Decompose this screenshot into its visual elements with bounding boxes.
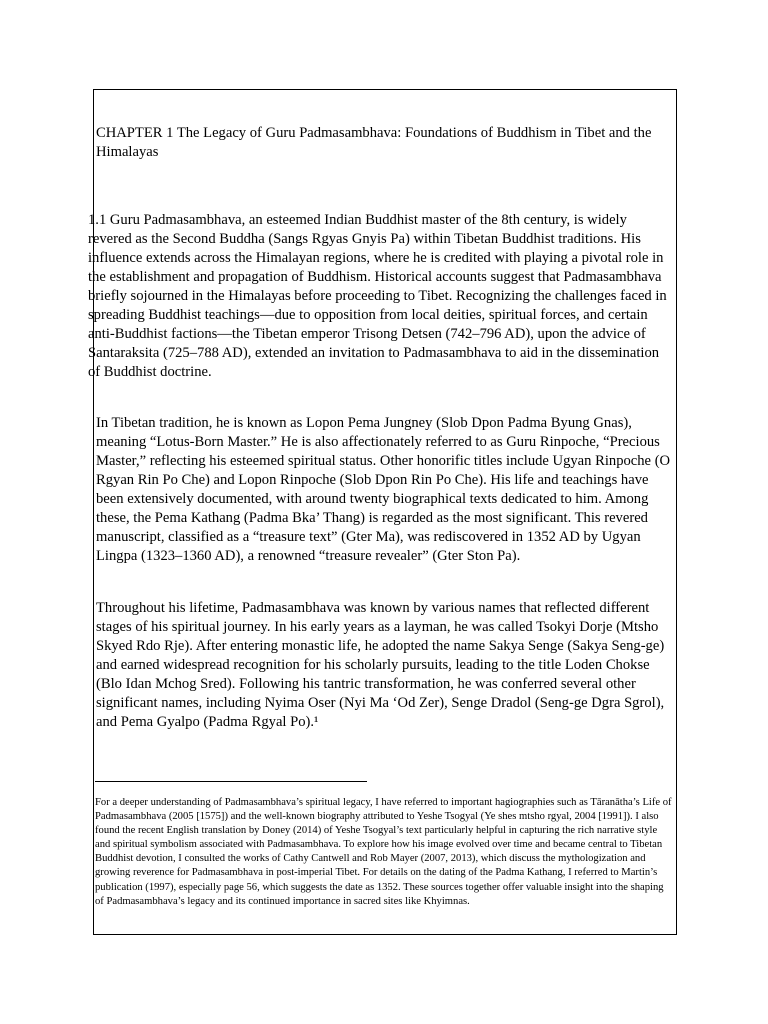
footnote-separator xyxy=(95,781,367,782)
chapter-title: CHAPTER 1 The Legacy of Guru Padmasambhava: Foundations of Buddhism in Tibet and the Himalayas xyxy=(96,125,652,160)
body-paragraph-2: In Tibetan tradition, he is known as Lopon Pema Jungney (Slob Dpon Padma Byung Gnas), meaning “Lotus-Born Master.” He is also affectionately referred to as Guru Rinpoche, “Precious Master,” reflecting his esteemed spiritual status. Other honorific titles include Ugyan Rinpoche (O Rgyan Rin Po Che) and Lopon Rinpoche (Slob Dpon Rin Po Che). His life and teachings have been extensively documented, with around twenty biographical texts dedicated to him. Among these, the Pema Kathang (Padma Bka’ Thang) is regarded as the most significant. This revered manuscript, classified as a “treasure text” (Gter Ma), was rediscovered in 1352 AD by Ugyan Lingpa (1323–1360 AD), a renowned “treasure revealer” (Gter Ston Pa). xyxy=(96,415,671,564)
body-paragraph-3: Throughout his lifetime, Padmasambhava was known by various names that reflected different stages of his spiritual journey. In his early years as a layman, he was called Tsokyi Dorje (Mtsho Skyed Rdo Rje). After entering monastic life, he adopted the name Sakya Senge (Sakya Seng-ge) and earned widespread recognition for his scholarly pursuits, leading to the title Loden Chokse (Blo Idan Mchog Sred). Following his tantric transformation, he was conferred several other significant names, including Nyima Oser (Nyi Ma ‘Od Zer), Senge Dradol (Seng-ge Dgra Sgrol), and Pema Gyalpo (Padma Rgyal Po).¹ xyxy=(96,600,665,730)
footnote-text: For a deeper understanding of Padmasambhava’s spiritual legacy, I have referred to important hagiographies such as Tāranātha’s Life of Padmasambhava (2005 [1575]) and the well-known biography attributed to Yeshe Tsogyal (Ye shes mtsho rgyal, 2004 [1991]). I also found the recent English translation by Doney (2014) of Yeshe Tsogyal’s text particularly helpful in capturing the rich narrative style and spiritual symbolism associated with Padmasambhava. To explore how his image evolved over time and became central to Tibetan Buddhist devotion, I consulted the works of Cathy Cantwell and Rob Mayer (2007, 2013), which discuss the mythologization and growing reverence for Padmasambhava in post-imperial Tibet. For details on the dating of the Padma Kathang, I referred to Martin’s publication (1997), especially page 56, which suggests the date as 1352. These sources together offer valuable insight into the shaping of Padmasambhava’s legacy and its continued importance in sacred sites like Khyimnas. xyxy=(95,797,672,907)
body-paragraph-1: 1.1 Guru Padmasambhava, an esteemed Indian Buddhist master of the 8th century, is widely revered as the Second Buddha (Sangs Rgyas Gnyis Pa) within Tibetan Buddhist traditions. His influence extends across the Himalayan regions, where he is credited with playing a pivotal role in the establishment and propagation of Buddhism. Historical accounts suggest that Padmasambhava briefly sojourned in the Himalayas before proceeding to Tibet. Recognizing the challenges faced in spreading Buddhist teachings—due to opposition from local deities, spiritual forces, and certain anti-Buddhist factions—the Tibetan emperor Trisong Detsen (742–796 AD), upon the advice of Santaraksita (725–788 AD), extended an invitation to Padmasambhava to aid in the dissemination of Buddhist doctrine. xyxy=(88,212,667,380)
